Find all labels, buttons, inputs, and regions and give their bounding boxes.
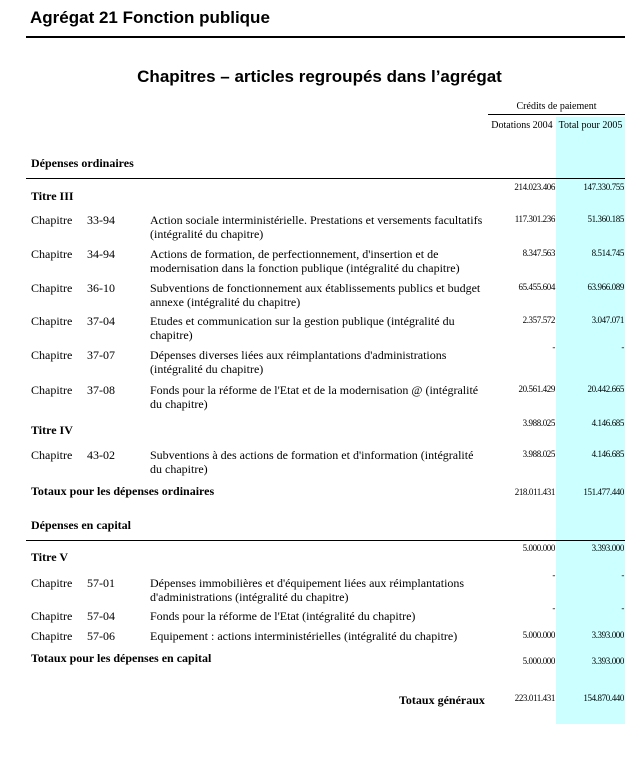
chapitre-description: Etudes et communication sur la gestion publique (intégralité du chapitre) (150, 314, 455, 342)
chapitre-label: Chapitre (31, 629, 73, 643)
titre-iv-dotations: 3.988.025 (522, 418, 555, 428)
totals-capital-dotations: 5.000.000 (522, 656, 555, 666)
chapitre-label: Chapitre (31, 281, 73, 295)
chapitre-code: 34-94 (87, 247, 115, 261)
chapitre-dotations: 117.301.236 (514, 214, 555, 224)
chapitre-label: Chapitre (31, 383, 73, 397)
chapitre-total: 63.966.089 (587, 282, 624, 292)
titre-iii-total: 147.330.755 (583, 182, 624, 192)
chapitre-description: Dépenses immobilières et d'équipement liées aux réimplantations d'administrations (intégralité du chapitre) (150, 576, 465, 604)
chapitre-dotations: - (552, 570, 555, 580)
chapitre-dotations: 65.455.604 (518, 282, 555, 292)
chapitre-description: Subventions de fonctionnement aux établissements publics et budget annexe (intégralité du chapitre) (150, 281, 481, 309)
titre-iv: Titre IV (31, 423, 73, 437)
chapitre-code: 37-07 (87, 348, 115, 362)
chapitre-total: - (621, 603, 624, 613)
totals-generaux-total: 154.870.440 (583, 693, 624, 703)
chapitre-description: Fonds pour la réforme de l'Etat et de la modernisation @ (intégralité du chapitre) (150, 383, 479, 411)
chapitre-dotations: 8.347.563 (522, 248, 555, 258)
credits-group-rule (488, 114, 625, 115)
chapitre-description: Action sociale interministérielle. Prestations et versements facultatifs (intégralité du chapitre) (150, 213, 483, 241)
chapitre-description: Actions de formation, de perfectionnement, d'insertion et de modernisation dans la fonction publique (intégralité du chapitre) (150, 247, 460, 275)
titre-v: Titre V (31, 550, 69, 564)
titre-iii: Titre III (31, 189, 74, 203)
chapitre-description: Dépenses diverses liées aux réimplantations d'administrations (intégralité du chapitre) (150, 348, 447, 376)
totals-ordinaires-dotations: 218.011.431 (514, 487, 555, 497)
chapitre-total: - (621, 570, 624, 580)
chapitre-total: 51.360.185 (587, 214, 624, 224)
titre-iv-total: 4.146.685 (591, 418, 624, 428)
section-rule-capital (26, 540, 625, 541)
chapitre-label: Chapitre (31, 314, 73, 328)
chapitre-code: 57-06 (87, 629, 115, 643)
chapitre-total: 20.442.665 (587, 384, 624, 394)
page-subtitle: Chapitres – articles regroupés dans l’agrégat (137, 67, 502, 86)
chapitre-dotations: 5.000.000 (522, 630, 555, 640)
column-header-dotations: Dotations 2004 (491, 120, 553, 131)
chapitre-description: Fonds pour la réforme de l'Etat (intégralité du chapitre) (150, 609, 416, 623)
chapitre-code: 33-94 (87, 213, 115, 227)
chapitre-label: Chapitre (31, 348, 73, 362)
chapitre-code: 57-04 (87, 609, 115, 623)
header-rule (26, 36, 625, 38)
column-header-total: Total pour 2005 (558, 120, 623, 131)
chapitre-label: Chapitre (31, 247, 73, 261)
chapitre-code: 37-08 (87, 383, 115, 397)
chapitre-dotations: - (552, 342, 555, 352)
chapitre-dotations: - (552, 603, 555, 613)
section-rule-ordinaires (26, 178, 625, 179)
totals-generaux-dotations: 223.011.431 (514, 693, 555, 703)
chapitre-code: 43-02 (87, 448, 115, 462)
titre-iii-dotations: 214.023.406 (514, 182, 555, 192)
chapitre-total: 4.146.685 (591, 449, 624, 459)
titre-v-total: 3.393.000 (591, 543, 624, 553)
chapitre-label: Chapitre (31, 576, 73, 590)
chapitre-description: Subventions à des actions de formation et d'information (intégralité du chapitre) (150, 448, 474, 476)
chapitre-total: 3.047.071 (591, 315, 624, 325)
totals-ordinaires-total: 151.477.440 (583, 487, 624, 497)
totals-generaux-label: Totaux généraux (399, 693, 485, 707)
chapitre-label: Chapitre (31, 609, 73, 623)
chapitre-code: 57-01 (87, 576, 115, 590)
section-capital: Dépenses en capital (31, 518, 131, 532)
totals-capital-label: Totaux pour les dépenses en capital (31, 651, 212, 665)
chapitre-code: 37-04 (87, 314, 115, 328)
chapitre-label: Chapitre (31, 448, 73, 462)
chapitre-code: 36-10 (87, 281, 115, 295)
totals-capital-total: 3.393.000 (591, 656, 624, 666)
titre-v-dotations: 5.000.000 (522, 543, 555, 553)
chapitre-dotations: 2.357.572 (522, 315, 555, 325)
chapitre-total: - (621, 342, 624, 352)
chapitre-label: Chapitre (31, 213, 73, 227)
chapitre-dotations: 20.561.429 (518, 384, 555, 394)
chapitre-description: Equipement : actions interministérielles (intégralité du chapitre) (150, 629, 458, 643)
page-title: Agrégat 21 Fonction publique (30, 8, 270, 27)
chapitre-total: 3.393.000 (591, 630, 624, 640)
section-ordinaires: Dépenses ordinaires (31, 156, 134, 170)
credits-group-header: Crédits de paiement (516, 101, 597, 112)
chapitre-dotations: 3.988.025 (522, 449, 555, 459)
totals-ordinaires-label: Totaux pour les dépenses ordinaires (31, 484, 215, 498)
chapitre-total: 8.514.745 (591, 248, 624, 258)
